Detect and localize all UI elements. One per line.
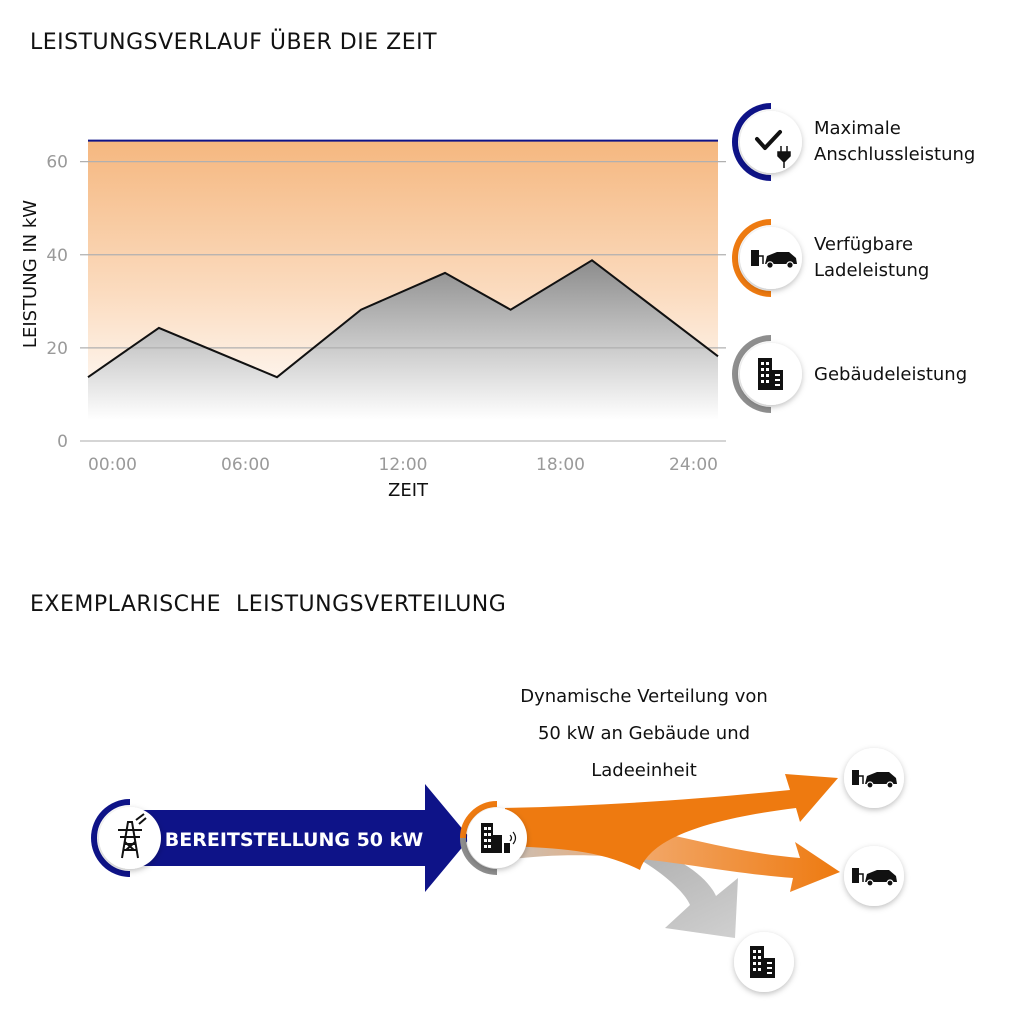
charger-node-2 xyxy=(844,846,904,906)
y-tick-label: 40 xyxy=(46,245,68,266)
chart-title: LEISTUNGSVERLAUF ÜBER DIE ZEIT xyxy=(30,30,438,55)
legend-available-line2: Ladeleistung xyxy=(814,260,930,281)
y-tick-label: 60 xyxy=(46,152,68,173)
supply-label: BEREITSTELLUNG 50 kW xyxy=(164,829,424,851)
y-tick-label: 20 xyxy=(46,338,68,359)
legend-available-icon xyxy=(735,222,802,294)
legend-max-label xyxy=(814,116,975,168)
building-node xyxy=(734,932,794,992)
distribution-caption xyxy=(494,678,794,789)
x-axis-label: ZEIT xyxy=(387,480,429,501)
x-tick-label: 00:00 xyxy=(88,455,137,475)
legend-max-icon xyxy=(735,106,802,178)
legend-max-line1: Maximale xyxy=(814,118,901,139)
y-tick-labels xyxy=(46,153,68,452)
legend-max-line2: Anschlussleistung xyxy=(814,144,976,165)
x-tick-label: 12:00 xyxy=(378,455,428,475)
distribution-title: EXEMPLARISCHE LEISTUNGSVERTEILUNG xyxy=(30,592,507,617)
legend-building-label: Gebäudeleistung xyxy=(814,364,968,385)
x-tick-label: 24:00 xyxy=(669,455,718,475)
y-axis-label: LEISTUNG IN kW xyxy=(20,199,41,349)
power-chart xyxy=(20,141,726,501)
legend-building-icon xyxy=(735,338,802,410)
caption-line-2: 50 kW an Gebäude und xyxy=(537,723,751,744)
caption-line-3: Ladeeinheit xyxy=(591,760,697,781)
charger-node-1 xyxy=(844,748,904,808)
legend-available-line1: Verfügbare xyxy=(814,234,914,255)
y-tick-label: 0 xyxy=(57,432,68,452)
caption-line-1: Dynamische Verteilung von xyxy=(520,686,768,707)
x-tick-label: 06:00 xyxy=(221,455,270,475)
x-tick-label: 18:00 xyxy=(536,455,585,475)
legend-available-label xyxy=(814,232,929,284)
x-tick-labels xyxy=(88,455,718,475)
